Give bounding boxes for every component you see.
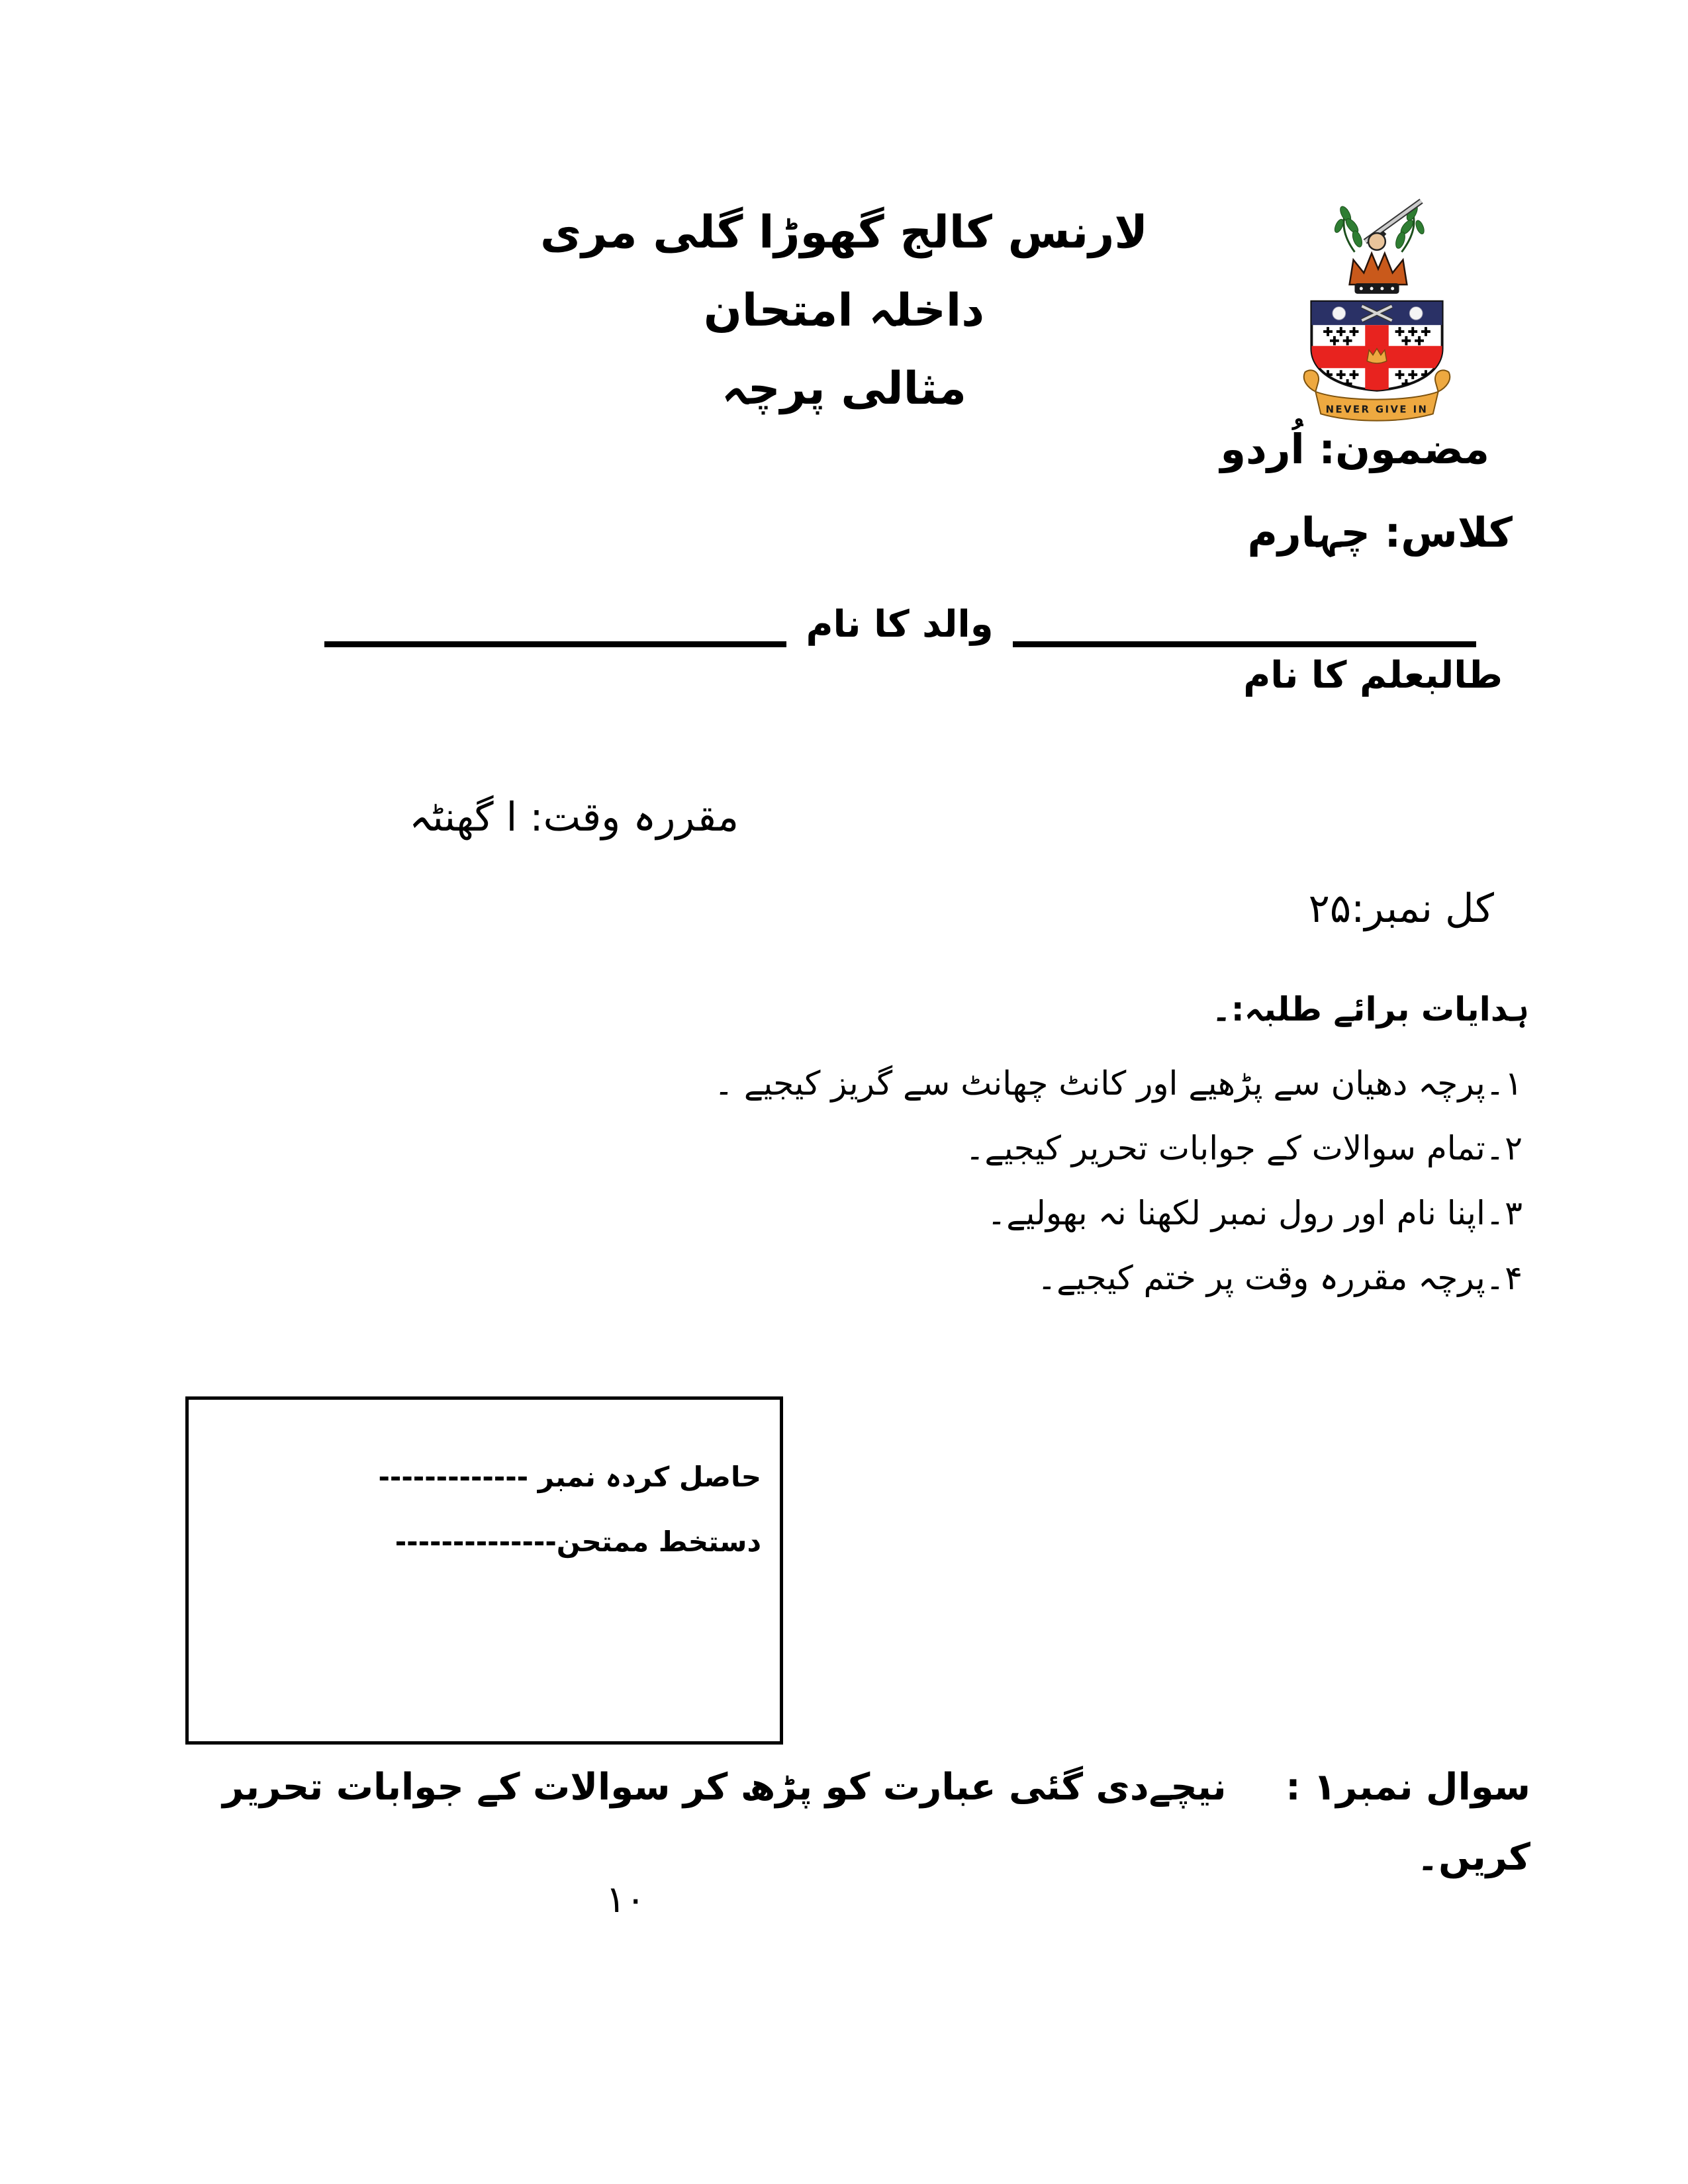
total-marks-label: کل نمبر:۲۵ (1308, 886, 1494, 932)
question-1-marks: ۱۰ (606, 1878, 646, 1921)
time-allowed-label: مقررہ وقت: ا گھنٹہ (409, 794, 739, 841)
instruction-item-3: ۳۔اپنا نام اور رول نمبر لکھنا نہ بھولیے۔ (986, 1194, 1523, 1232)
father-name-blank-right (1013, 595, 1476, 647)
question-1-label: سوال نمبر۱ : (1286, 1766, 1530, 1809)
title-line-sample-paper: مثالی پرچہ (721, 363, 967, 415)
instruction-item-2: ۲۔تمام سوالات کے جوابات تحریر کیجیے۔ (965, 1129, 1523, 1167)
question-1-continuation: کریں۔ (1417, 1836, 1530, 1879)
title-block (0, 194, 1688, 428)
title-line-college: لارنس کالج گھوڑا گلی مری (539, 206, 1149, 259)
instructions-list (714, 1051, 1523, 1310)
question-1-text: نیچےدی گئی عبارت کو پڑھ کر سوالات کے جوابات تحریر (222, 1766, 1227, 1809)
class-label: کلاس: چہارم (1247, 508, 1513, 557)
father-name-line (324, 584, 1476, 647)
instruction-item-1: ۱۔پرچہ دھیان سے پڑھیے اور کانٹ چھانٹ سے گریز کیجیے ۔ (714, 1064, 1523, 1103)
title-line-exam: داخلہ امتحان (703, 285, 985, 337)
obtained-marks-label: حاصل کردہ نمبر ------------- (378, 1461, 761, 1493)
student-name-label: طالبعلم کا نام (1243, 654, 1503, 697)
marks-box (185, 1396, 783, 1745)
question-1-block (222, 1752, 1530, 1893)
examiner-signature-label: دستخط ممتحن-------------- (395, 1525, 761, 1558)
crest-motto-text: NEVER GIVE IN (1325, 404, 1429, 416)
father-name-label: والد کا نام (806, 603, 994, 646)
question-1-row (222, 1752, 1530, 1823)
instruction-item-4: ۴۔پرچہ مقررہ وقت پر ختم کیجیے۔ (1037, 1259, 1523, 1297)
instructions-heading: ہدایات برائے طلبہ:۔ (1211, 990, 1529, 1028)
father-name-blank-left (324, 595, 786, 647)
subject-label: مضمون: اُردو (1220, 425, 1489, 473)
